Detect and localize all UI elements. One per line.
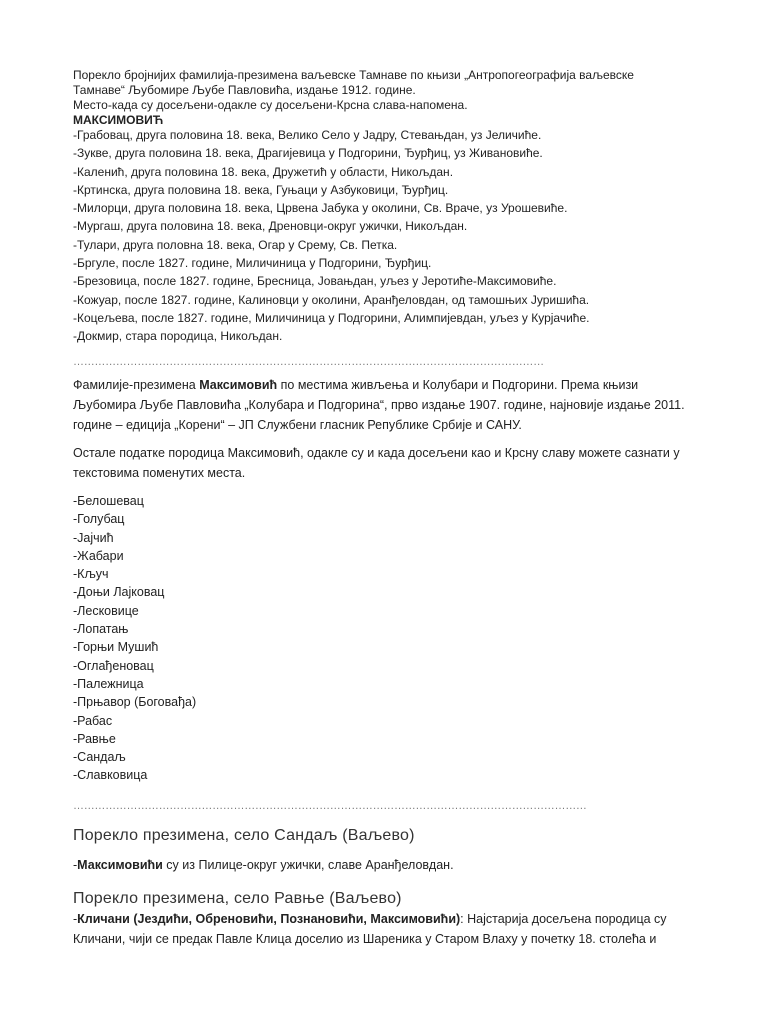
family-item: -Грабовац, друга половина 18. века, Велико Село у Јадру, Стевањдан, уз Јеличиће. [73, 128, 542, 142]
intro-line: Место-када су досељени-одакле су досељени-Крсна слава-напомена. [73, 98, 468, 112]
dotted-separator: …………………………………………………………………………………………………………………… [73, 356, 544, 368]
intro-line: Порекло бројнијих фамилија-презимена ваљевске Тамнаве по књизи „Антропогеографија ваљевске [73, 68, 634, 82]
family-item: -Зукве, друга половина 18. века, Драгијевица у Подгорини, Ђурђиц, уз Живановиће. [73, 146, 543, 161]
place-item: -Лесковице [73, 603, 139, 618]
family-item: -Брезовица, после 1827. године, Бресница, Јовањдан, уљез у Јеротиће-Максимовиће. [73, 274, 557, 289]
intro-line: Тамнаве“ Љубомире Љубе Павловића, издање 1912. године. [73, 83, 416, 97]
section-surname: Максимовићи [77, 858, 163, 872]
place-item: -Кључ [73, 567, 109, 582]
section-rest: : Најстарија досељена породица су Кличани, чији се предак Павле Клица доселио из Шареника у Старом Влаху у почетку 18. столећа и [73, 912, 667, 946]
paragraph-prefix: Фамилије-презимена [73, 378, 200, 392]
place-item: -Горњи Мушић [73, 640, 159, 655]
place-item: -Белошевац [73, 494, 144, 508]
place-item: -Славковица [73, 768, 148, 783]
paragraph-rest: по местима живљења и Колубари и Подгорини. Према књизи Љубомира Љубе Павловића „Колубара и Подгорина“, прво издање 1907. године, најновије издање 2011. године – едиција „Корени“ – ЈП Службени гласник Републике Србије и САНУ. [73, 378, 685, 432]
places-list [73, 492, 196, 785]
family-item: -Кожуар, после 1827. године, Калиновци у околини, Аранђеловдан, од тамошњих Јуришића. [73, 292, 590, 307]
place-item: -Рабас [73, 713, 113, 728]
intro-block [73, 68, 693, 128]
section-heading-sandalj: Порекло презимена, село Сандаљ (Ваљево) [73, 827, 415, 844]
section-surname: Кличани (Јездићи, Обреновићи, Познановићи, Максимовићи) [77, 912, 461, 926]
section-dash: - [73, 858, 78, 872]
place-item: -Жабари [73, 548, 124, 563]
section-dash: - [73, 912, 78, 926]
dotted-separator: ……………………………………………………………………………………………………………………………… [73, 800, 587, 812]
family-item: -Каленић, друга половина 18. века, Дружетић у области, Никољдан. [73, 164, 454, 179]
section-rest: су из Пилице-округ ужички, славе Аранђеловдан. [162, 858, 454, 872]
place-item: -Равње [73, 731, 116, 746]
place-item: -Голубац [73, 512, 125, 527]
section-text-sandalj [73, 855, 693, 875]
family-list [73, 126, 589, 346]
place-item: -Лопатањ [73, 622, 129, 637]
family-item: -Докмир, стара породица, Никољдан. [73, 329, 283, 344]
place-item: -Прњавор (Боговађа) [73, 695, 197, 710]
place-item: -Сандаљ [73, 750, 126, 765]
paragraph-note: Остале податке породица Максимовић, одакле су и када досељени као и Крсну славу можете сазнати у текстовима поменутих места. [73, 446, 680, 480]
place-item: -Доњи Лајковац [73, 585, 165, 600]
surname-heading: МАКСИМОВИЋ [73, 113, 164, 127]
paragraph-surname: Максимовић [199, 378, 278, 392]
place-item: -Оглађеновац [73, 658, 154, 673]
section-heading-ravnje: Порекло презимена, село Равње (Ваљево) [73, 890, 402, 907]
family-item: -Кртинска, друга половина 18. века, Гуњаци у Азбуковици, Ђурђиц. [73, 182, 449, 197]
family-item: -Мургаш, друга половина 18. века, Дреновци-округ ужички, Никољдан. [73, 219, 468, 234]
section-text-ravnje [73, 909, 693, 949]
family-item: -Бргуле, после 1827. године, Миличиница у Подгорини, Ђурђиц. [73, 256, 432, 271]
place-item: -Јајчић [73, 530, 114, 545]
family-item: -Милорци, друга половина 18. века, Црвена Јабука у околини, Св. Враче, уз Урошевиће. [73, 201, 568, 216]
family-item: -Коцељева, после 1827. године, Миличиница у Подгорини, Алимпијевдан, уљез у Курјачиће. [73, 310, 590, 325]
paragraph-source [73, 375, 693, 435]
family-item: -Тулари, друга половна 18. века, Огар у Срему, Св. Петка. [73, 237, 398, 252]
place-item: -Палежница [73, 676, 144, 691]
